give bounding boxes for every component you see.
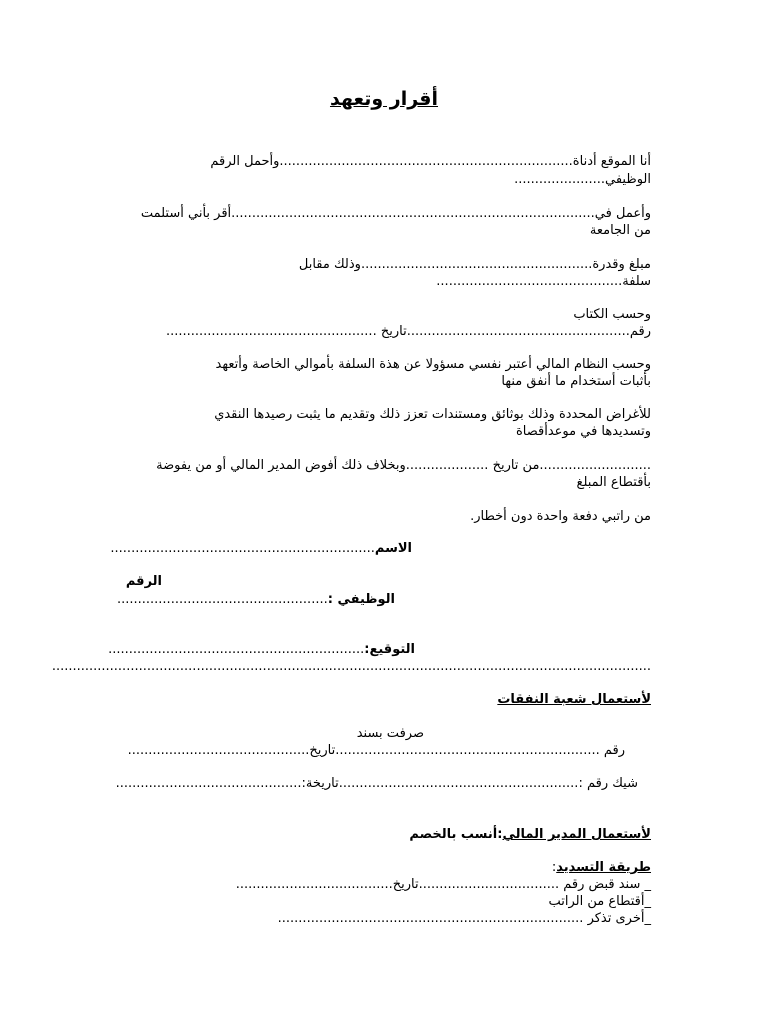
body-line-12: وتسديدها في موعدأقصاة [515, 424, 651, 439]
body-line-14: بأقتطاع المبلغ [576, 475, 651, 490]
voucher-number-line: رقم ................................................................تاريخ............................................ [127, 743, 625, 758]
cheque-number-line: شيك رقم :..........................................................تاريخة:............................................. [115, 776, 638, 791]
body-line-1: أنا الموقع أدناة.......................................................................وأحمل الرقم [210, 154, 651, 169]
job-number-label-2: الوظيفي : [327, 592, 395, 607]
body-line-13: ...........................من تاريخ ....................وبخلاف ذلك أفوض المدير المالي أو من يفوضة [156, 458, 651, 473]
expenses-heading: لأستعمال شعبة النفقات [497, 692, 651, 707]
signature-label: التوقيع: [364, 642, 415, 657]
signature-field [108, 642, 415, 658]
job-number-label-1: الرقم [125, 574, 162, 589]
body-line-10: بأثبات أستخدام ما أنفق منها [501, 374, 651, 389]
payment-method-heading [552, 860, 651, 876]
body-line-5: مبلغ وقدرة........................................................وذلك مقابل [298, 257, 651, 272]
body-line-8: رقم......................................................تاريخ ................................................... [165, 324, 651, 339]
body-line-4: من الجامعة [589, 223, 651, 238]
signature-dots: .............................................................. [108, 642, 365, 657]
body-line-15: من راتبي دفعة واحدة دون أخطار. [470, 509, 651, 524]
payment-method-colon: : [551, 860, 557, 875]
payment-method-label: طريقة التسديد [556, 860, 651, 875]
body-line-6: سلفة............................................. [436, 274, 651, 289]
finance-heading-label: لأستعمال المدير المالي [502, 827, 651, 842]
body-line-9: وحسب النظام المالي أعتبر نفسي مسؤولا عن هذة السلفة بأموالي الخاصة وأتعهد [215, 357, 651, 372]
finance-heading [409, 827, 651, 843]
document-title: أقرار وتعهد [329, 88, 439, 110]
finance-heading-value: :أنسب بالخصم [409, 827, 503, 842]
body-line-7: وحسب الكتاب [573, 307, 651, 322]
body-line-3: وأعمل في........................................................................................أقر بأني أستلمت [140, 206, 651, 221]
option-receipt-voucher: _ سند قبض رقم ..................................تاريخ...................................... [235, 877, 651, 892]
name-label: الاسم [374, 541, 412, 556]
body-line-11: للأغراض المحددة وذلك بوثائق ومستندات تعزز ذلك وتقديم ما يثبت رصيدها النقدي [214, 407, 651, 422]
job-number-dots: ................................................... [116, 592, 328, 607]
body-line-2: الوظيفي...................... [514, 172, 651, 187]
name-dots: ................................................................ [110, 541, 375, 556]
job-number-field [117, 592, 395, 608]
separator-dots: ................................................................................................................................................. [51, 659, 651, 674]
paid-by-voucher: صرفت بسند [356, 726, 424, 741]
option-salary-deduction: _أقتطاع من الراتب [548, 894, 651, 909]
name-field [110, 541, 412, 557]
option-other: _أخرى تذكر .......................................................................... [277, 911, 651, 926]
